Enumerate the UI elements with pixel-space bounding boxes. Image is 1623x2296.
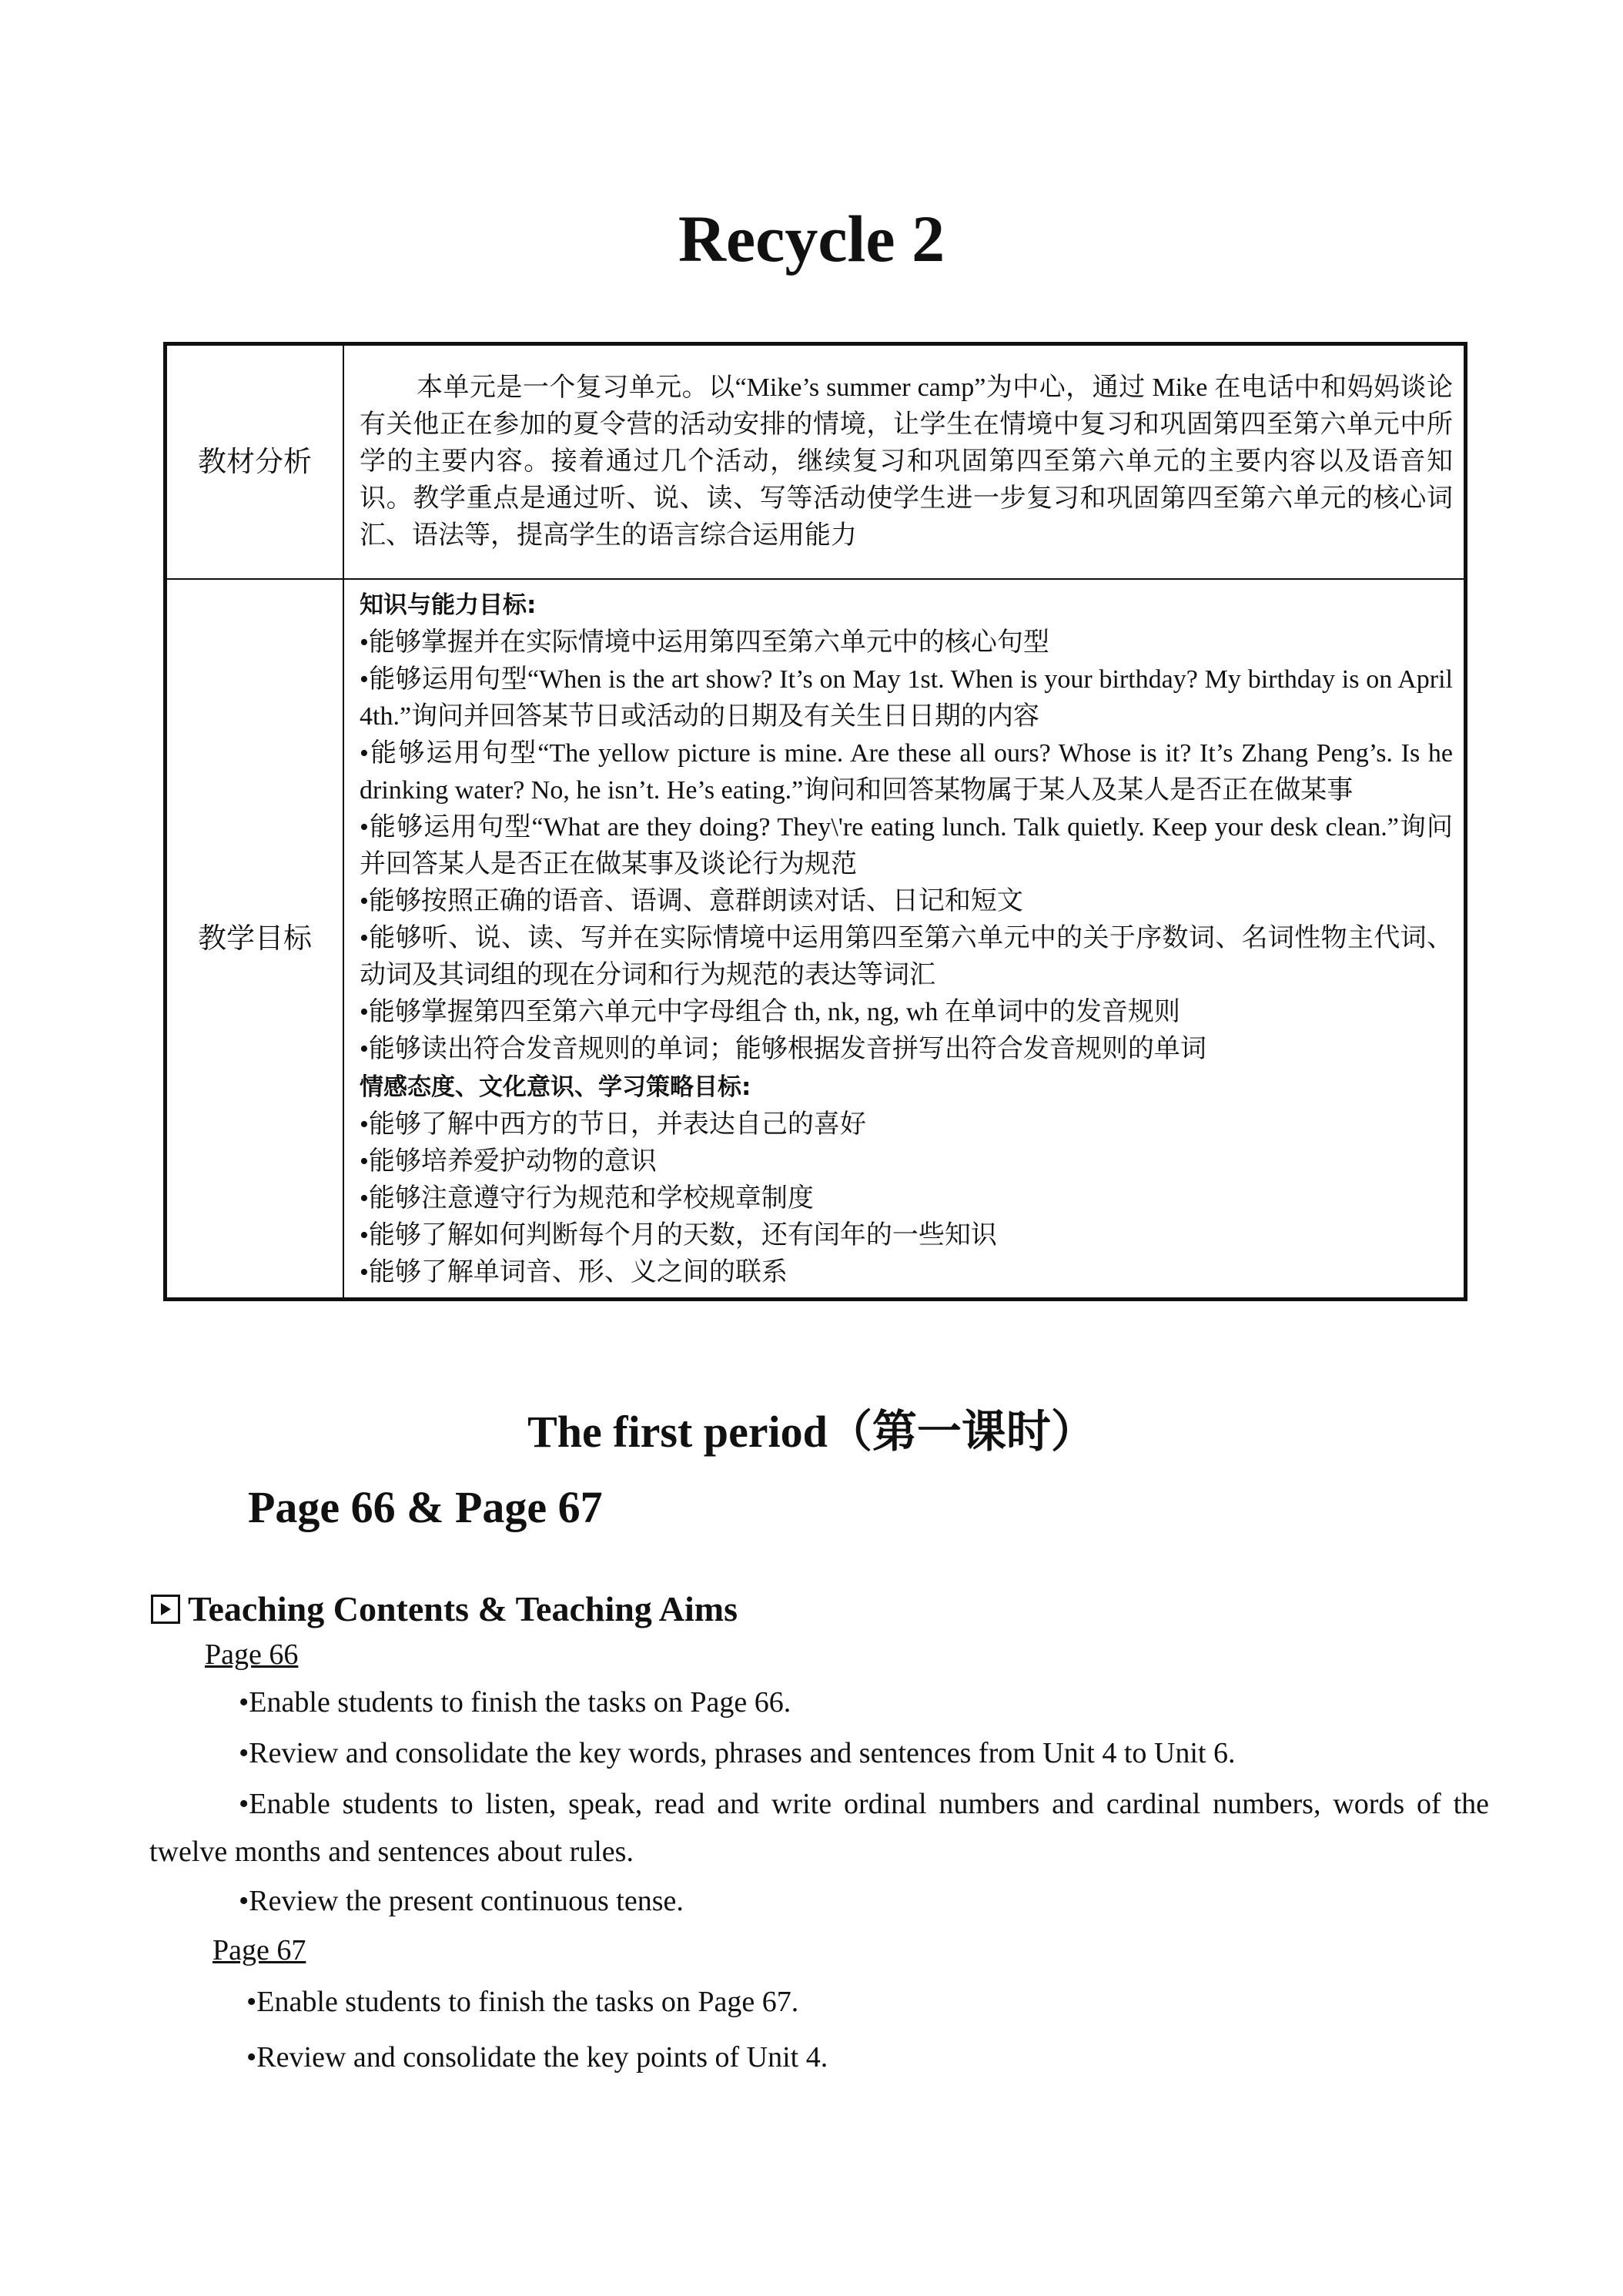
analysis-label: 教材分析 [166,344,344,580]
aim-item: •Enable students to listen, speak, read and write ordinal numbers and cardinal numbers, words of the twelve months and sentences about rules. [149,1788,1489,1868]
aim-item: •Review and consolidate the key points of Unit 4. [246,2041,828,2073]
objective-item: •能够培养爱护动物的意识 [360,1147,657,1176]
pages-heading: Page 66 & Page 67 [248,1482,603,1532]
objective-item: •能够听、说、读、写并在实际情境中运用第四至第六单元中的关于序数词、名词性物主代词、动词及其词组的现在分词和行为规范的表达等词汇 [360,924,1453,989]
knowledge-subheading: 知识与能力目标: [360,591,537,619]
objective-item: •能够了解如何判断每个月的天数，还有闰年的一些知识 [360,1221,997,1250]
objective-item: •能够掌握第四至第六单元中字母组合 th, nk, ng, wh 在单词中的发音规则 [360,998,1180,1026]
objective-item: •能够运用句型“The yellow picture is mine. Are these all ours? Whose is it? It’s Zhang Peng’s. Is he drinking water? No, he isn’t. He’s eating.”询问和回答某物属于某人及某人是否正在做某事 [360,739,1453,805]
objectives-row [166,579,1466,1300]
objective-item: •能够了解中西方的节日，并表达自己的喜好 [360,1110,866,1139]
objective-item: •能够掌握并在实际情境中运用第四至第六单元中的核心句型 [360,628,1049,657]
analysis-row [166,344,1466,580]
play-triangle-icon [151,1595,180,1624]
objective-item: •能够运用句型“What are they doing? They\'re eating lunch. Talk quietly. Keep your desk clean.”询问并回答某人是否正在做某事及谈论行为规范 [360,813,1453,879]
objective-item: •能够按照正确的语音、语调、意群朗读对话、日记和短文 [360,887,1023,915]
aim-item: •Review the present continuous tense. [239,1885,684,1917]
objective-item: •能够运用句型“When is the art show? It’s on May 1st. When is your birthday? My birthday is on April 4th.”询问并回答某节日或活动的日期及有关生日日期的内容 [360,665,1453,731]
objective-item: •能够了解单词音、形、义之间的联系 [360,1258,788,1287]
aim-item: •Enable students to finish the tasks on Page 66. [239,1686,791,1719]
objective-item: •能够注意遵守行为规范和学校规章制度 [360,1184,814,1213]
objective-item: •能够读出符合发音规则的单词；能够根据发音拼写出符合发音规则的单词 [360,1035,1206,1063]
section-heading [151,1586,738,1632]
attitude-subheading: 情感态度、文化意识、学习策略目标: [360,1073,751,1101]
page-title: Recycle 2 [678,202,945,276]
objectives-label: 教学目标 [166,579,344,1300]
page66-block [149,1631,1489,2085]
analysis-text: 本单元是一个复习单元。以“Mike’s summer camp”为中心，通过 Mike 在电话中和妈妈谈论有关他正在参加的夏令营的活动安排的情境，让学生在情境中复习和巩固第四至第六单元中所学的主要内容。接着通过几个活动，继续复习和巩固第四至第六单元的主要内容以及语音知识。教学重点是通过听、说、读、写等活动使学生进一步复习和巩固第四至第六单元的核心词汇、语法等，提高学生的语言综合运用能力 [360,373,1453,550]
period-title: The first period（第一课时） [527,1407,1096,1457]
page67-label: Page 67 [212,1934,306,1966]
analysis-cell [343,344,1466,580]
objectives-cell [343,579,1466,1300]
aim-item: •Review and consolidate the key words, phrases and sentences from Unit 4 to Unit 6. [239,1737,1236,1769]
section-heading-text: Teaching Contents & Teaching Aims [188,1589,738,1628]
page66-label: Page 66 [205,1638,299,1671]
aim-item: •Enable students to finish the tasks on Page 67. [246,1986,799,2018]
unit-overview-table [163,342,1467,1301]
